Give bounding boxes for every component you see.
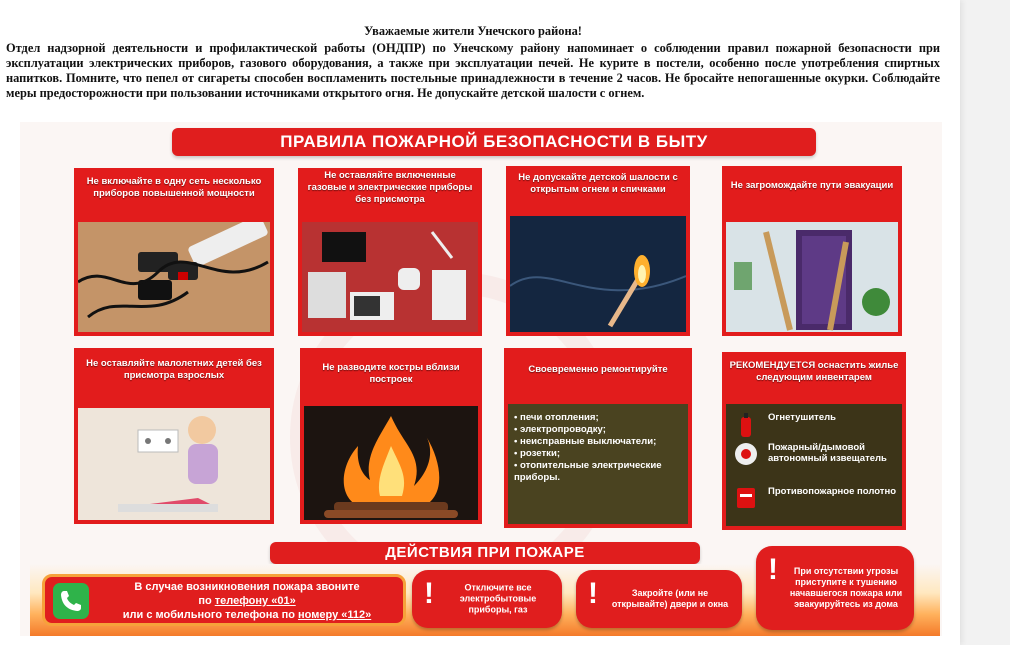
rule-tile: [298, 168, 482, 336]
repair-icon: [508, 404, 688, 524]
poster-title: ПРАВИЛА ПОЖАРНОЙ БЕЗОПАСНОСТИ В БЫТУ: [172, 128, 816, 156]
action-card: [412, 570, 562, 628]
rule-caption: Не оставляйте включенные газовые и электрические приборы без присмотра: [307, 170, 473, 205]
action-text: При отсутствии угрозы приступите к тушению начавшегося пожара или эвакуируйтесь из дома: [789, 566, 903, 609]
rule-caption: Не разводите костры вблизи построек: [322, 362, 460, 385]
rule-caption: Своевременно ремонтируйте: [528, 364, 668, 375]
inventory-item: [734, 484, 902, 514]
list-item: • электропроводку;: [514, 424, 688, 436]
fire-blanket-icon: [734, 486, 758, 510]
rule-caption: Не загромождайте пути эвакуации: [730, 180, 894, 191]
appliances-icon: [302, 222, 478, 332]
inventory-label: Противопожарное полотно: [768, 486, 896, 497]
action-text: Отключите все электробытовые приборы, газ: [459, 582, 537, 615]
child-socket-icon: [78, 408, 270, 520]
inventory-icon: [726, 404, 902, 526]
list-item: • печи отопления;: [514, 412, 688, 424]
rule-tile: [74, 348, 274, 524]
rule-tile: [300, 348, 482, 524]
rule-caption: РЕКОМЕНДУЕТСЯ оснастить жилье следующим инвентарем: [729, 360, 899, 383]
intro-body: Отдел надзорной деятельности и профилактической работы (ОНДПР) по Унечскому району напоминает о соблюдении правил пожарной безопасности при эксплуатации электрических приборов, газового оборудования, а также при эксплуатации печей. Не курите в постели, особенно после употребления спиртных напитков. Помните, что пепел от сигареты способен воспламенить постельные принадлежности в течение 2 часов. Не бросайте непогашенные окурки. Соблюдайте меры предосторожности при пользовании источниками открытого огня. Не допускайте детской шалости с огнем.: [6, 41, 940, 100]
rule-caption: Не включайте в одну сеть несколько приборов повышенной мощности: [86, 176, 262, 199]
intro-title: Уважаемые жители Унечского района!: [364, 24, 582, 38]
repair-list: [514, 412, 688, 484]
phone-01-link: телефону «01»: [214, 595, 296, 607]
call-line-1: В случае возникновения пожара звоните: [134, 581, 360, 593]
rule-tile: [722, 352, 906, 530]
smoke-detector-icon: [734, 442, 758, 466]
match-icon: [510, 216, 686, 332]
power-strip-icon: [78, 222, 270, 332]
rule-caption: Не оставляйте малолетних детей без присмотра взрослых: [86, 358, 262, 381]
exclamation-icon: !: [588, 577, 598, 610]
call-line-3-prefix: или с мобильного телефона по: [122, 609, 299, 621]
blocked-door-icon: [726, 222, 898, 332]
rule-tile: [722, 166, 902, 336]
inventory-item: [734, 440, 902, 470]
phone-112-link: номеру «112»: [298, 609, 372, 621]
call-line-2-prefix: по: [198, 595, 215, 607]
phone-icon: [53, 583, 89, 619]
list-item: • отопительные электрические приборы.: [514, 460, 688, 484]
inventory-label: Огнетушитель: [768, 412, 836, 423]
actions-title: ДЕЙСТВИЯ ПРИ ПОЖАРЕ: [270, 542, 700, 564]
emergency-call-box: [42, 574, 406, 626]
extinguisher-icon: [734, 412, 758, 436]
action-card: [576, 570, 742, 628]
action-text: Закройте (или не открывайте) двери и окна: [611, 588, 729, 609]
campfire-icon: [304, 406, 478, 520]
action-card: [756, 546, 914, 630]
emergency-call-text: [97, 580, 397, 622]
inventory-item: [734, 410, 902, 440]
list-item: • неисправные выключатели;: [514, 436, 688, 448]
intro-text: [6, 24, 940, 101]
rule-tile: [506, 166, 690, 336]
exclamation-icon: !: [768, 553, 778, 586]
fire-safety-poster: [20, 122, 942, 636]
list-item: • розетки;: [514, 448, 688, 460]
inventory-label: Пожарный/дымовой автономный извещатель: [768, 442, 887, 464]
rule-tile: [504, 348, 692, 528]
exclamation-icon: !: [424, 577, 434, 610]
call-line-3: [97, 608, 397, 622]
call-line-2: [97, 594, 397, 608]
rule-caption: Не допускайте детской шалости с открытым огнем и спичками: [518, 172, 678, 195]
rule-tile: [74, 168, 274, 336]
